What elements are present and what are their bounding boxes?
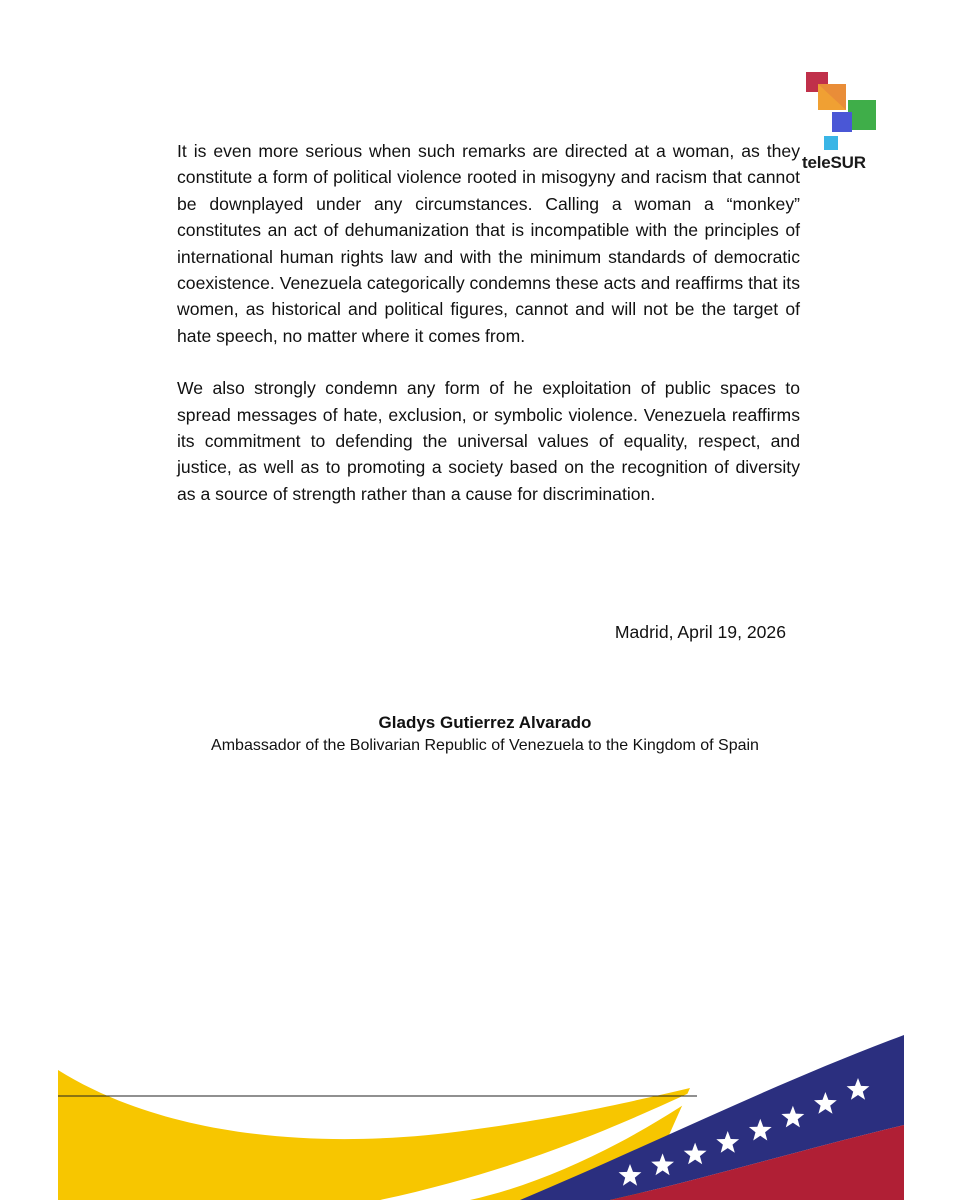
telesur-logo-icon — [800, 70, 882, 154]
signatory-title: Ambassador of the Bolivarian Republic of Venezuela to the Kingdom of Spain — [211, 737, 759, 754]
paragraph: We also strongly condemn any form of he exploitation of public spaces to spread messages of hate, exclusion, or symbolic violence. Venezuela reaffirms its commitment to defending the universal values of equality, respect, and justice, as well as to promoting a society based on the recognition of diversity as a source of strength rather than a cause for discrimination. — [177, 378, 800, 504]
dateline: Madrid, April 19, 2026 — [614, 622, 786, 642]
paragraph: It is even more serious when such remarks are directed at a woman, as they constitute a form of political violence rooted in misogyny and racism that cannot be downplayed under any circumstances. Calling a woman a “monkey” constitutes an act of dehumanization that is incompatible with the principles of international human rights law and with the minimum standards of democratic coexistence. Venezuela categorically condemns these acts and reaffirms that its women, as historical and political figures, cannot and will not be the target of hate speech, no matter where it comes from. — [177, 141, 800, 346]
telesur-wordmark: teleSUR — [802, 153, 866, 172]
signature-block — [140, 711, 830, 757]
letter-body — [177, 138, 800, 533]
venezuela-flag-footer — [0, 1030, 960, 1200]
telesur-logo — [800, 70, 882, 180]
signatory-name: Gladys Gutierrez Alvarado — [378, 713, 592, 732]
